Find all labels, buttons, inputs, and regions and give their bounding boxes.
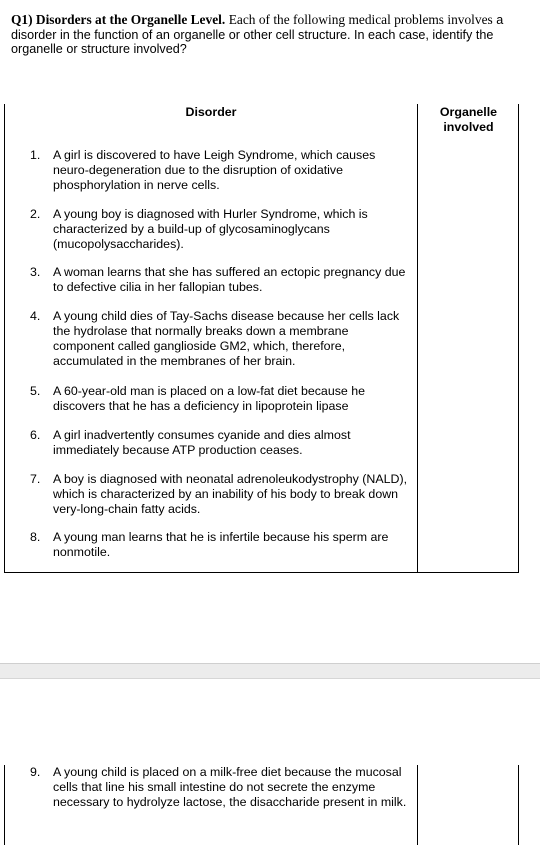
item-number: 7. [30,472,41,486]
column-divider [417,104,418,572]
question-title: Q1) Disorders at the Organelle Level. [11,12,226,27]
list-item [30,765,410,810]
page-break-bottom-line [0,678,540,679]
item-number: 4. [30,309,41,323]
item-number: 1. [30,148,41,162]
header-disorder: Disorder [185,105,237,119]
disorder-table-continued [4,765,519,845]
item-number: 8. [30,530,41,544]
list-item [30,428,410,458]
page-break-band [0,664,540,678]
item-number: 9. [30,765,41,779]
question-intro: Each of the following medical problems involves [228,12,493,27]
item-text: A young child is placed on a milk-free diet because the mucosal cells that line his small intestine do not secrete the enzyme necessary to hydrolyze lactose, the disaccharide present in milk. [53,765,407,809]
item-number: 3. [30,265,41,279]
list-item [30,207,410,252]
question-heading [11,13,531,57]
item-text: A girl is discovered to have Leigh Syndrome, which causes neuro-degeneration due to the disruption of oxidative phosphorylation in nerve cells. [53,148,376,192]
column-divider [417,765,418,845]
item-text: A young child dies of Tay-Sachs disease because her cells lack the hydrolase that normally breaks down a membrane component called ganglioside GM2, which, therefore, accumulated in the membranes of her brain. [53,309,400,368]
list-item [30,472,410,517]
header-organelle-line2: involved [443,120,494,134]
list-item [30,530,410,560]
header-organelle-line1: Organelle [439,105,498,119]
item-text: A woman learns that she has suffered an ectopic pregnancy due to defective cilia in her fallopian tubes. [53,265,406,294]
item-text: A young man learns that he is infertile because his sperm are nonmotile. [53,530,389,559]
list-item [30,265,410,295]
list-item [30,309,410,369]
item-number: 6. [30,428,41,442]
item-text: A girl inadvertently consumes cyanide and dies almost immediately because ATP production ceases. [53,428,351,457]
question-instructions: a disorder in the function of an organelle or other cell structure. In each case, identify the organelle or structure involved? [11,13,504,56]
item-text: A boy is diagnosed with neonatal adrenoleukodystrophy (NALD), which is characterized by an inability of his body to break down very-long-chain fatty acids. [53,472,408,516]
list-item [30,384,410,414]
disorder-table [4,104,519,573]
item-text: A young boy is diagnosed with Hurler Syndrome, which is characterized by a build-up of glycosaminoglycans (mucopolysaccharides). [53,207,368,251]
item-number: 5. [30,384,41,398]
item-number: 2. [30,207,41,221]
list-item [30,148,410,193]
item-text: A 60-year-old man is placed on a low-fat diet because he discovers that he has a deficiency in lipoprotein lipase [53,384,366,413]
header-organelle [418,105,519,135]
